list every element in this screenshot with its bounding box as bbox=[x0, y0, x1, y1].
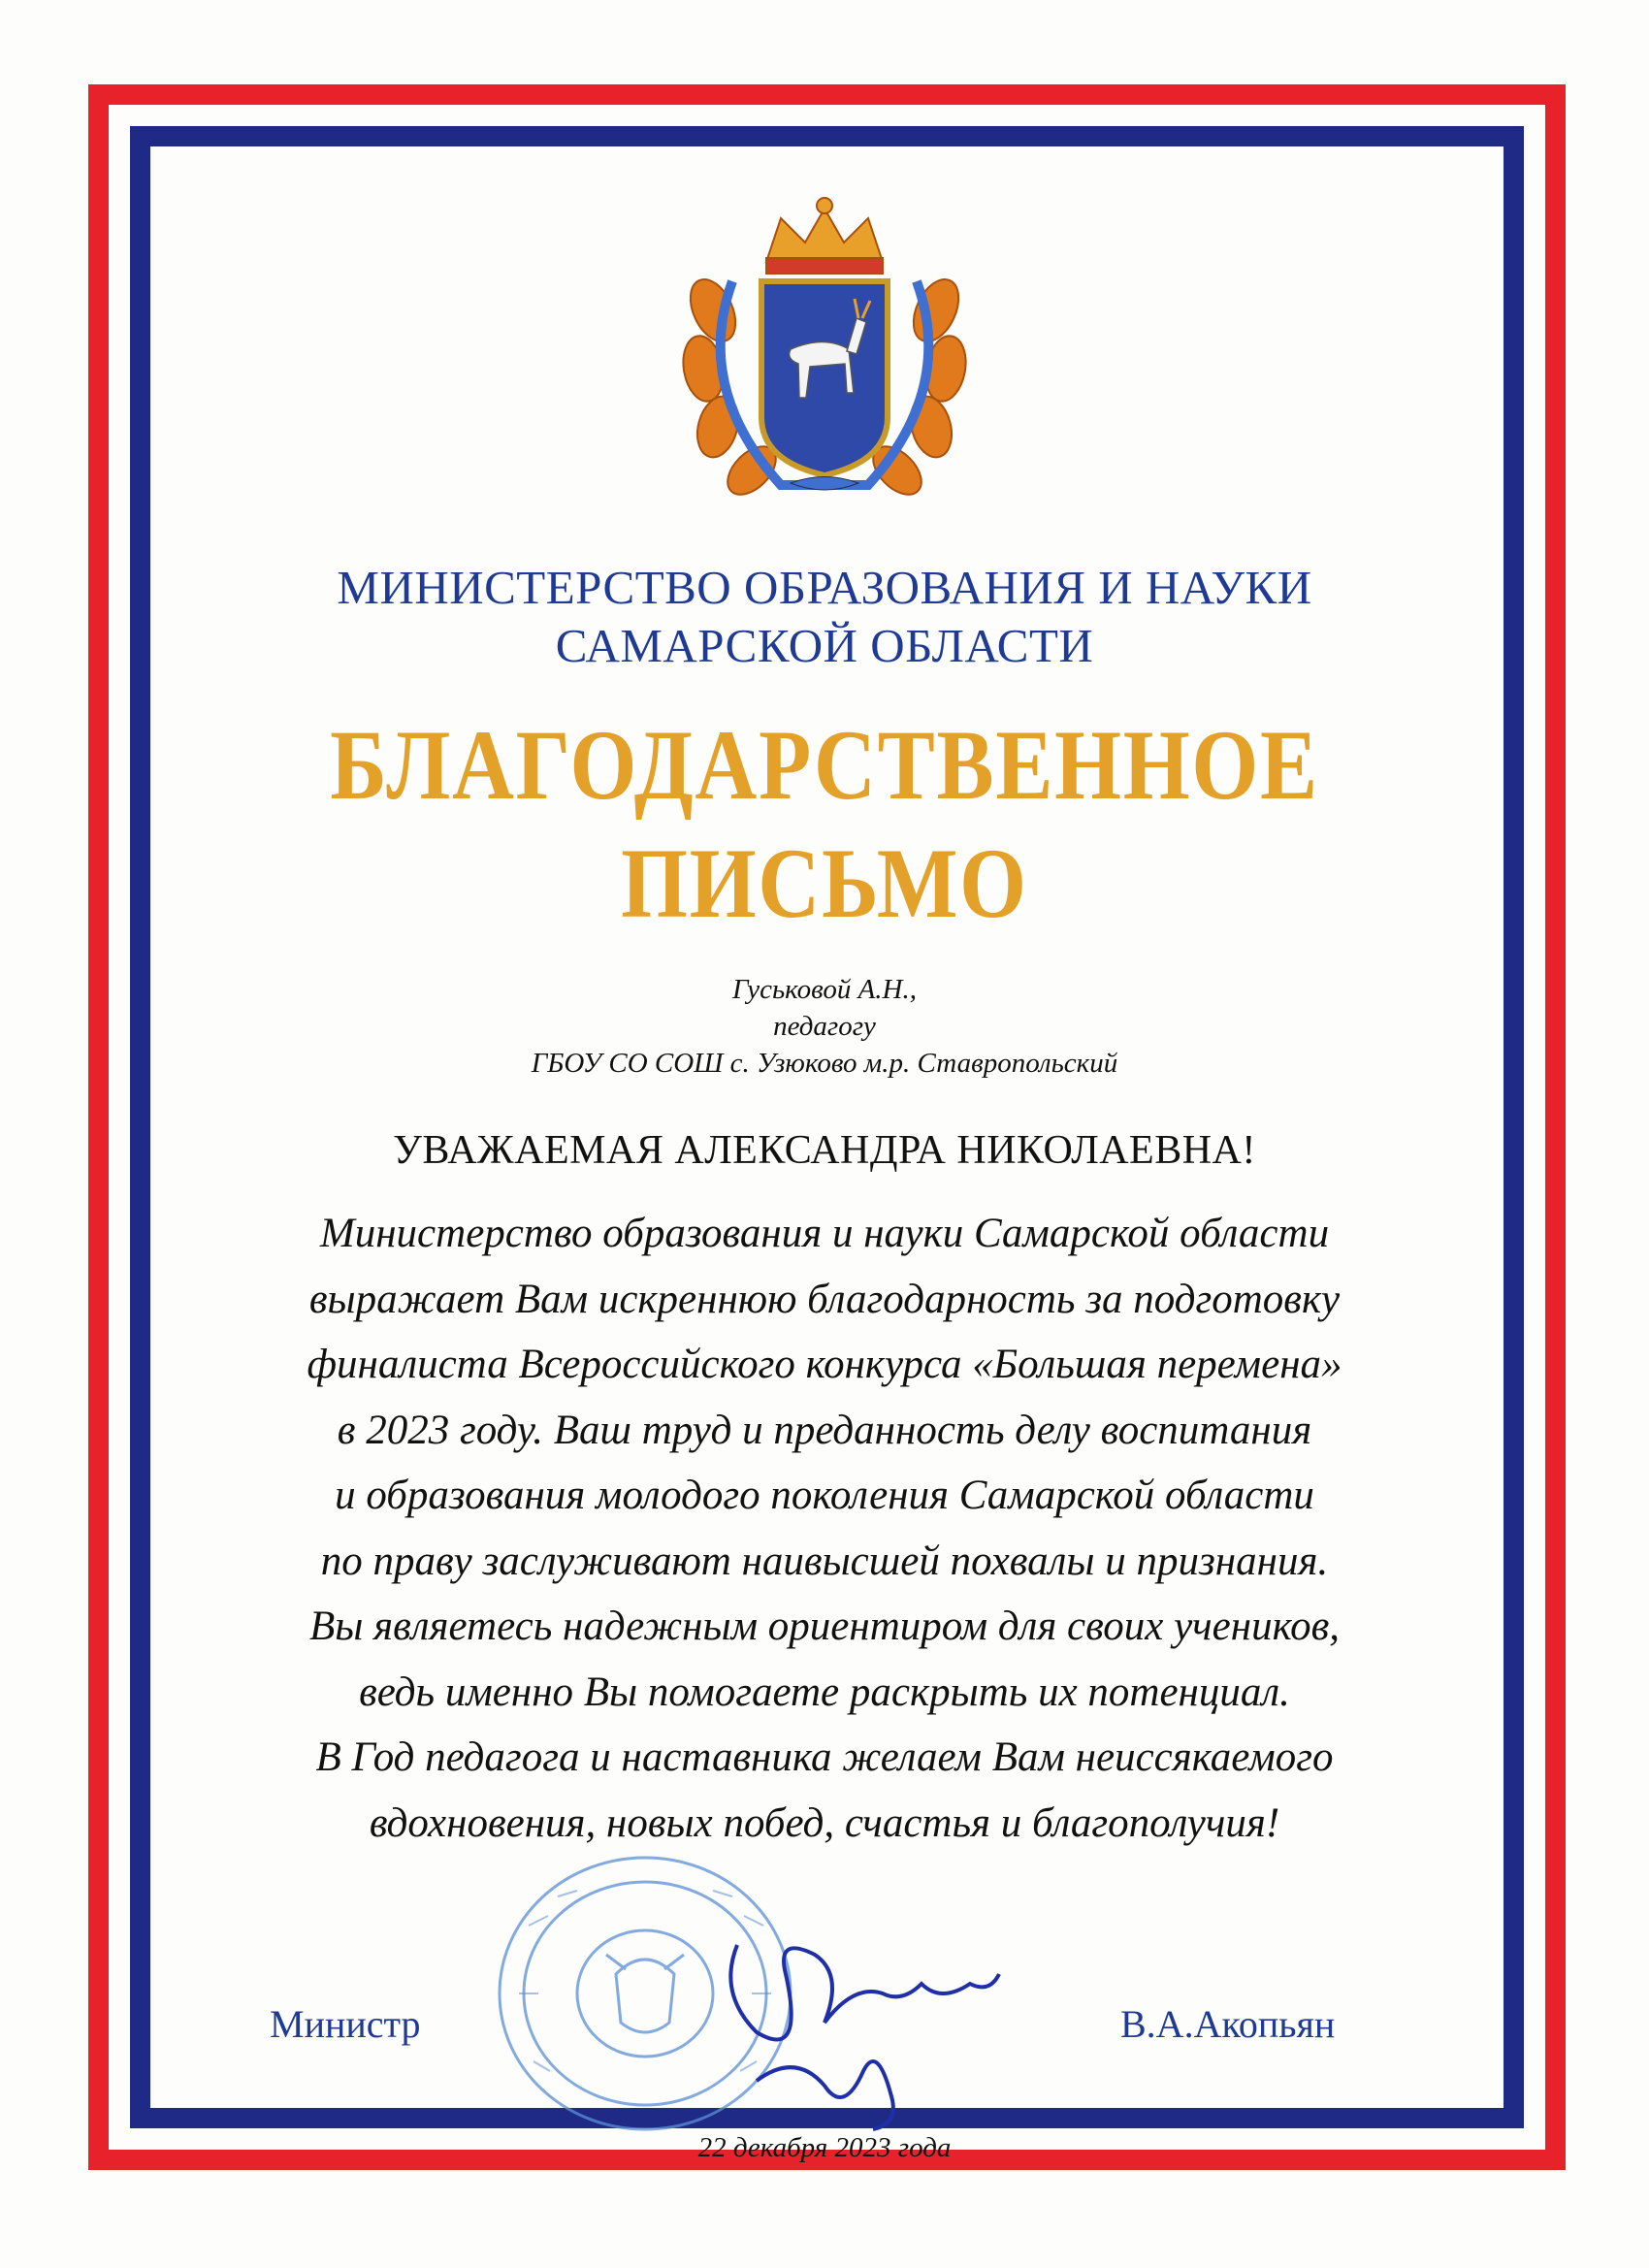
body-line: В Год педагога и наставника желаем Вам неиссякаемого bbox=[315, 1734, 1334, 1780]
recipient-organization: ГБОУ СО СОШ с. Узюково м.р. Ставропольский bbox=[531, 1048, 1118, 1079]
letter-body bbox=[184, 1201, 1465, 1856]
body-line: выражает Вам искреннюю благодарность за подготовку bbox=[308, 1276, 1341, 1322]
body-line: по праву заслуживают наивысшей похвалы и признания. bbox=[320, 1538, 1329, 1584]
signatory-name: В.А.Акопьян bbox=[1120, 2002, 1336, 2046]
body-line: и образования молодого поколения Самарской области bbox=[335, 1473, 1314, 1518]
coat-of-arms-emblem bbox=[674, 194, 975, 504]
body-line: ведь именно Вы помогаете раскрыть их потенциал. bbox=[359, 1669, 1290, 1715]
recipient-position: педагогу bbox=[773, 1011, 876, 1042]
document-date: 22 декабря 2023 года bbox=[697, 2132, 952, 2163]
body-line: вдохновения, новых побед, счастья и благополучия! bbox=[369, 1799, 1280, 1846]
body-line: Вы являетесь надежным ориентиром для своих учеников, bbox=[309, 1604, 1340, 1649]
body-line: Министерство образования и науки Самарской области bbox=[319, 1211, 1330, 1256]
ministry-name-line-1: МИНИСТЕРСТВО ОБРАЗОВАНИЯ И НАУКИ bbox=[337, 561, 1312, 614]
salutation: УВАЖАЕМАЯ АЛЕКСАНДРА НИКОЛАЕВНА! bbox=[393, 1128, 1256, 1173]
ministry-name-line-2: САМАРСКОЙ ОБЛАСТИ bbox=[555, 619, 1094, 672]
recipient-name: Гуськовой А.Н., bbox=[731, 974, 917, 1005]
body-line: в 2023 году. Ваш труд и преданность делу воспитания bbox=[337, 1407, 1312, 1453]
signatory-role: Министр bbox=[270, 2002, 421, 2046]
body-line: финалиста Всероссийского конкурса «Большая перемена» bbox=[307, 1342, 1342, 1387]
handwritten-signature bbox=[698, 1916, 1018, 2139]
document-title-line-1: БЛАГОДАРСТВЕННОЕ bbox=[330, 710, 1319, 821]
document-title-line-2: ПИСЬМО bbox=[621, 828, 1028, 939]
